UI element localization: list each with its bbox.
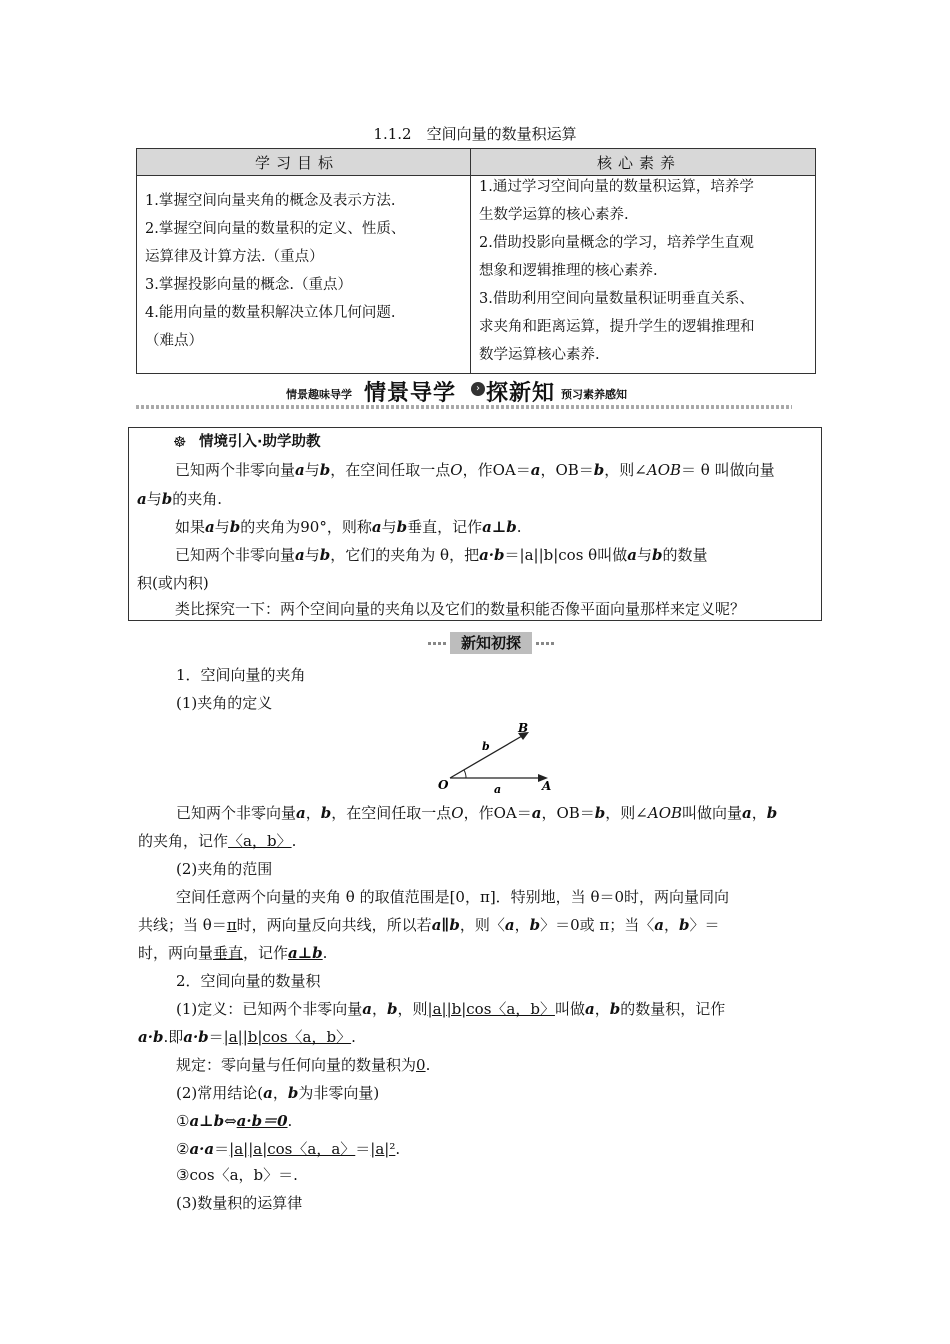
- label-A: A: [542, 779, 552, 793]
- paragraph-dot-def-cont: a·b.即a·b＝|a||b|cos〈a，b〉.: [138, 1028, 356, 1046]
- handshake-icon: ☸: [173, 433, 187, 451]
- intro-paragraph-3-cont: 积(或内积): [137, 574, 209, 592]
- paragraph-dot-def: (1)定义：已知两个非零向量a，b，则|a||b|cos〈a，b〉叫做a，b的数量积，记作: [176, 1000, 726, 1018]
- banner-subtitle-left: 情景趣味导学: [286, 388, 352, 401]
- section-title: 1.1.2 空间向量的数量积运算: [373, 125, 577, 143]
- section-banner: [136, 378, 792, 418]
- goals-table: [136, 148, 816, 374]
- banner-title-2: 探新知: [486, 380, 556, 406]
- vector-angle-figure: [430, 718, 560, 798]
- banner-rule: [136, 405, 792, 409]
- angle-arc: [464, 770, 466, 778]
- banner-subtitle-right: 预习素养感知: [561, 388, 627, 401]
- goals-table-header: [137, 149, 815, 176]
- label-b: b: [482, 740, 490, 753]
- literacy-line: 想象和逻辑推理的核心素养.: [479, 263, 658, 279]
- header-learning-goals: 学习目标: [255, 154, 340, 172]
- literacy-line: 数学运算核心素养.: [479, 347, 600, 363]
- label-bar-left: [428, 642, 446, 645]
- label-bar-right: [536, 642, 554, 645]
- intro-paragraph-1-cont: a与b的夹角.: [137, 490, 223, 508]
- subheading-common-results: (2)常用结论(a，b为非零向量): [176, 1084, 380, 1102]
- new-knowledge-label: [428, 632, 554, 654]
- goal-line: 4.能用向量的数量积解决立体几何问题.: [145, 305, 396, 321]
- literacy-line: 生数学运算的核心素养.: [479, 207, 629, 223]
- intro-question: 类比探究一下：两个空间向量的夹角以及它们的数量积能否像平面向量那样来定义呢？: [175, 600, 746, 618]
- paragraph-zero-rule: 规定：零向量与任何向量的数量积为0.: [176, 1056, 431, 1074]
- subheading-angle-range: (2)夹角的范围: [176, 860, 273, 878]
- result-1: ①a⊥b⇔a·b＝0.: [176, 1112, 293, 1130]
- result-2: ②a·a＝|a||a|cos〈a，a〉＝|a|².: [176, 1140, 401, 1158]
- heading-dot-product: 2．空间向量的数量积: [176, 972, 321, 990]
- header-core-literacy: 核心素养: [597, 154, 682, 172]
- result-3: ③cos〈a，b〉＝.: [176, 1166, 298, 1184]
- paragraph-range-1: 空间任意两个向量的夹角 θ 的取值范围是[0，π]．特别地，当 θ＝0时，两向量同向: [176, 888, 730, 906]
- new-knowledge-title: 新知初探: [450, 632, 532, 654]
- intro-paragraph-3: 已知两个非零向量a与b，它们的夹角为 θ，把a·b＝|a||b|cos θ叫做a与b的数量: [175, 546, 708, 564]
- goal-line: 1.掌握空间向量夹角的概念及表示方法.: [145, 193, 396, 209]
- label-a: a: [494, 783, 502, 796]
- paragraph-range-2: 共线；当 θ＝π时，两向量反向共线，所以若a∥b，则〈a，b〉＝0或 π；当〈a，b〉＝: [138, 916, 720, 934]
- chevron-right-icon: ›: [471, 382, 485, 396]
- literacy-line: 求夹角和距离运算，提升学生的逻辑推理和: [479, 319, 755, 335]
- label-O: O: [438, 778, 449, 792]
- intro-paragraph-1: 已知两个非零向量a与b，在空间任取一点O，作OA＝a，OB＝b，则∠AOB＝ θ 叫做向量: [175, 461, 775, 479]
- banner-title-1: 情景导学: [364, 380, 457, 406]
- goal-line: 2.掌握空间向量的数量积的定义、性质、: [145, 221, 406, 237]
- table-divider: [470, 149, 471, 373]
- goal-line: 3.掌握投影向量的概念.（重点）: [145, 277, 352, 293]
- label-B: B: [518, 721, 529, 735]
- literacy-line: 1.通过学习空间向量的数量积运算，培养学: [479, 179, 754, 195]
- paragraph-range-3: 时，两向量垂直，记作a⊥b.: [138, 944, 328, 962]
- heading-angle: 1．空间向量的夹角: [176, 666, 306, 684]
- subheading-operation-laws: (3)数量积的运算律: [176, 1194, 303, 1212]
- goal-line: （难点）: [145, 333, 203, 349]
- intro-paragraph-2: 如果a与b的夹角为90°，则称a与b垂直，记作a⊥b.: [175, 518, 522, 536]
- subheading-angle-definition: (1)夹角的定义: [176, 694, 273, 712]
- goal-line: 运算律及计算方法.（重点）: [145, 249, 324, 265]
- intro-box: [128, 427, 822, 621]
- paragraph-angle-def: 已知两个非零向量a，b，在空间任取一点O，作OA＝a，OB＝b，则∠AOB叫做向量a，b: [176, 804, 778, 822]
- literacy-line: 3.借助利用空间向量数量积证明垂直关系、: [479, 291, 754, 307]
- intro-heading: 情境引入·助学助教: [199, 434, 321, 450]
- paragraph-angle-def-cont: 的夹角，记作〈a，b〉.: [138, 832, 297, 850]
- literacy-line: 2.借助投影向量概念的学习，培养学生直观: [479, 235, 754, 251]
